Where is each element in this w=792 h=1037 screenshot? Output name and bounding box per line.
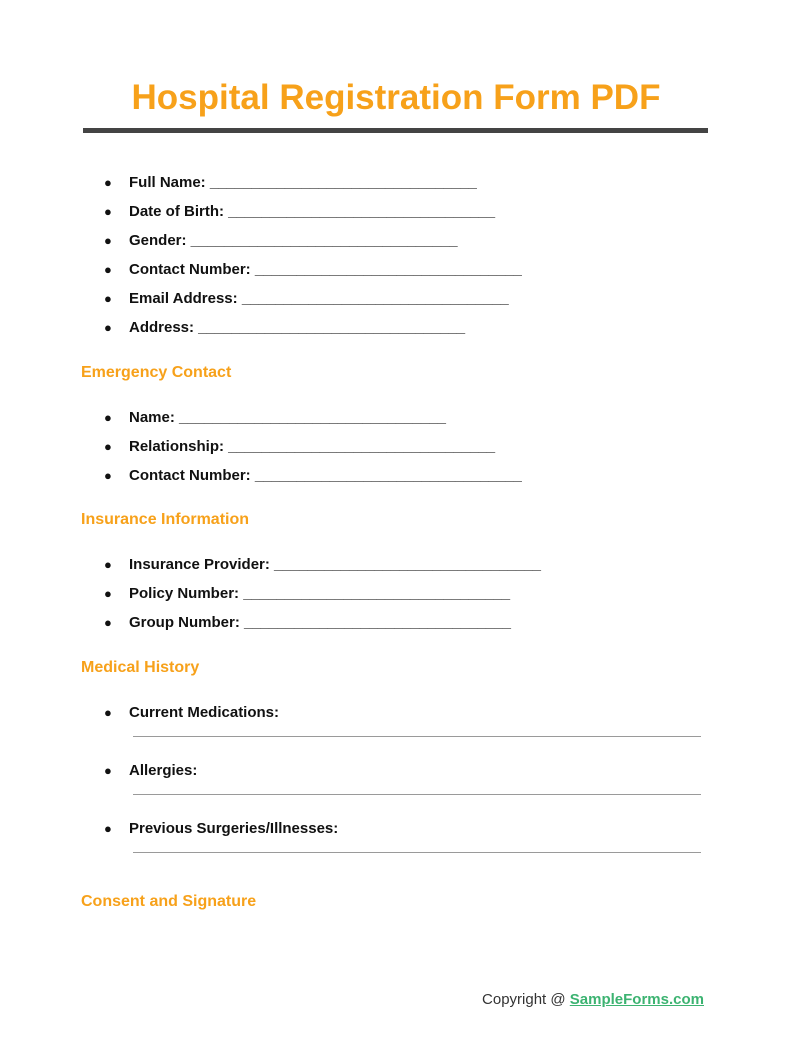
bullet-icon: ● (104, 291, 112, 306)
consent-signature-heading: Consent and Signature (81, 893, 257, 910)
field-label: Email Address: ________________________________ (129, 290, 509, 307)
field-label: Current Medications: (129, 704, 280, 721)
bullet-icon: ● (104, 821, 112, 836)
bullet-icon: ● (104, 615, 112, 630)
field-label: Gender: ________________________________ (129, 232, 458, 249)
list-item[interactable] (0, 173, 522, 202)
list-item[interactable] (0, 555, 541, 584)
allergies-answer-line[interactable] (133, 794, 701, 795)
bullet-icon: ● (104, 763, 112, 778)
bullet-icon: ● (104, 262, 112, 277)
bullet-icon: ● (104, 439, 112, 454)
title-divider (83, 128, 708, 133)
personal-fields-list (0, 173, 522, 347)
list-item (0, 819, 792, 877)
list-item[interactable] (0, 318, 522, 347)
emergency-contact-heading: Emergency Contact (81, 364, 232, 381)
field-label: Contact Number: ________________________________ (129, 261, 522, 278)
sampleforms-link[interactable]: SampleForms.com (569, 991, 704, 1008)
bullet-icon: ● (104, 557, 112, 572)
field-label: Contact Number: ________________________________ (129, 467, 522, 484)
list-item[interactable] (0, 584, 541, 613)
bullet-icon: ● (104, 468, 112, 483)
previous-surgeries-answer-line[interactable] (133, 852, 701, 853)
page-title: Hospital Registration Form PDF (131, 78, 661, 117)
list-item[interactable] (0, 613, 541, 642)
bullet-icon: ● (104, 175, 112, 190)
bullet-icon: ● (104, 410, 112, 425)
bullet-icon: ● (104, 705, 112, 720)
list-item[interactable] (0, 202, 522, 231)
field-label: Relationship: ________________________________ (129, 438, 496, 455)
field-label: Group Number: ________________________________ (129, 614, 511, 631)
insurance-information-heading: Insurance Information (81, 511, 250, 528)
insurance-fields-list (0, 555, 541, 642)
bullet-icon: ● (104, 586, 112, 601)
bullet-icon: ● (104, 204, 112, 219)
list-item[interactable] (0, 408, 522, 437)
list-item[interactable] (0, 289, 522, 318)
field-label: Allergies: (129, 762, 198, 779)
field-label: Insurance Provider: ________________________________ (129, 556, 542, 573)
medical-history-list (0, 703, 792, 877)
field-label: Full Name: ________________________________ (129, 174, 477, 191)
field-label: Address: ________________________________ (129, 319, 466, 336)
emergency-fields-list (0, 408, 522, 495)
list-item (0, 761, 792, 819)
current-medications-answer-line[interactable] (133, 736, 701, 737)
list-item (0, 703, 792, 761)
field-label: Name: ________________________________ (129, 409, 446, 426)
list-item[interactable] (0, 437, 522, 466)
field-label: Date of Birth: ________________________________ (129, 203, 496, 220)
field-label: Policy Number: ________________________________ (129, 585, 511, 602)
bullet-icon: ● (104, 320, 112, 335)
copyright-text: Copyright @ (482, 991, 570, 1008)
copyright-footer (482, 990, 704, 1010)
medical-history-heading: Medical History (81, 659, 200, 676)
bullet-icon: ● (104, 233, 112, 248)
list-item[interactable] (0, 231, 522, 260)
list-item[interactable] (0, 260, 522, 289)
list-item[interactable] (0, 466, 522, 495)
field-label: Previous Surgeries/Illnesses: (129, 820, 339, 837)
